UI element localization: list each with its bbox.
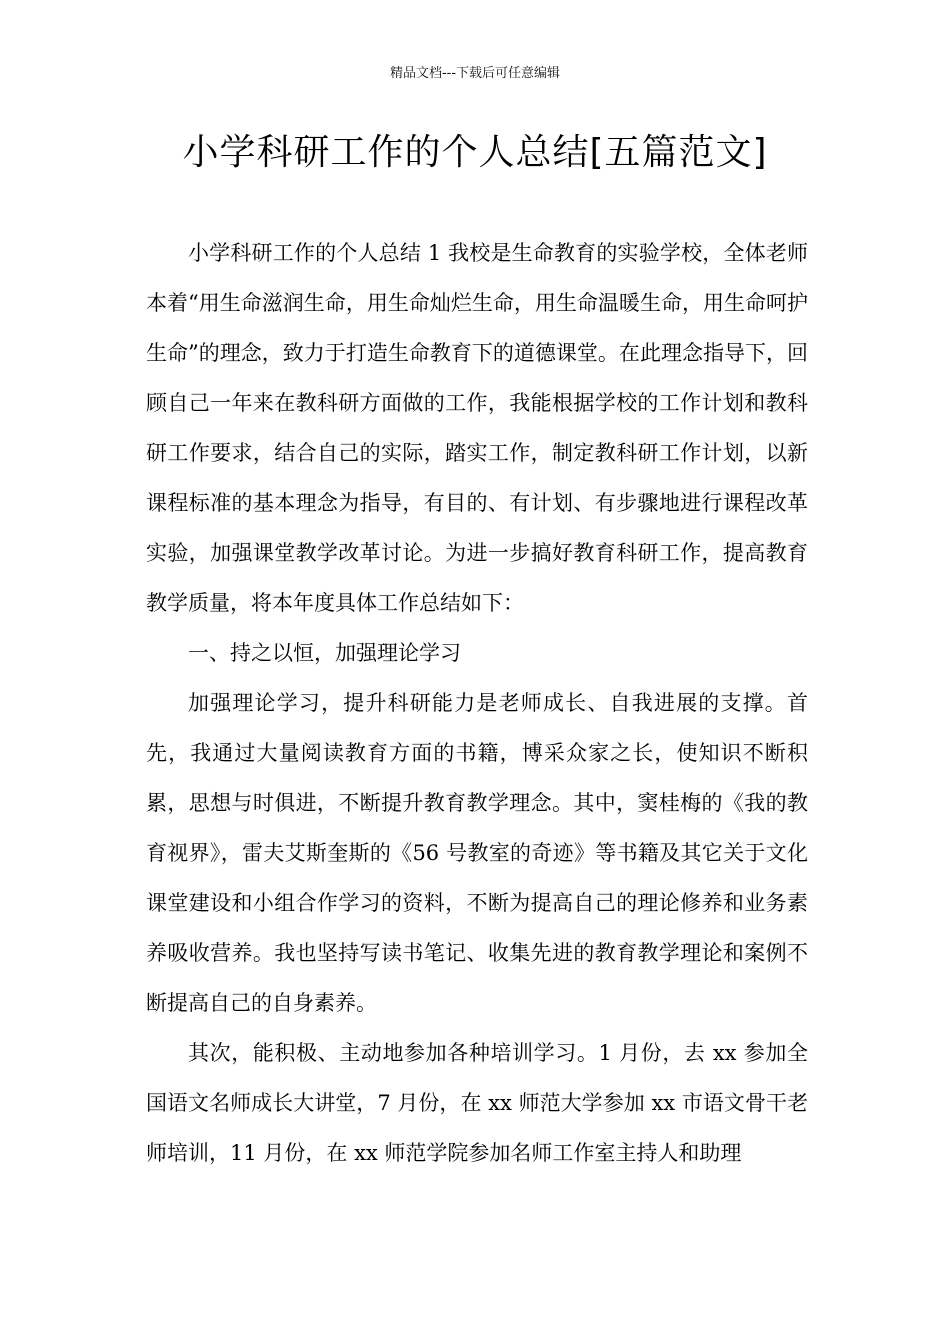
paragraph-intro: 小学科研工作的个人总结 1 我校是生命教育的实验学校，全体老师本着“用生命滋润生命，用生命灿烂生命，用生命温暖生命，用生命呵护生命”的理念，致力于打造生命教育下的道德课堂。在此理念指导下，回顾自己一年来在教科研方面做的工作，我能根据学校的工作计划和教科研工作要求，结合自己的实际，踏实工作，制定教科研工作计划，以新课程标准的基本理念为指导，有目的、有计划、有步骤地进行课程改革实验，加强课堂教学改革讨论。为进一步搞好教育科研工作，提高教育教学质量，将本年度具体工作总结如下：	[146, 241, 808, 615]
paragraph-theory-study: 加强理论学习，提升科研能力是老师成长、自我进展的支撑。首先，我通过大量阅读教育方面的书籍，博采众家之长，使知识不断积累，思想与时俱进，不断提升教育教学理念。其中，窦桂梅的《我的教育视界》，雷夫艾斯奎斯的《56 号教室的奇迹》等书籍及其它关于文化课堂建设和小组合作学习的资料，不断为提高自己的理论修养和业务素养吸收营养。我也坚持写读书笔记、收集先进的教育教学理论和案例不断提高自己的自身素养。	[146, 691, 808, 1015]
header-note: 精品文档---下载后可任意编辑	[389, 66, 561, 81]
document-body	[146, 228, 808, 1178]
paragraph-training: 其次，能积极、主动地参加各种培训学习。1 月份，去 xx 参加全国语文名师成长大讲堂，7 月份，在 xx 师范大学参加 xx 市语文骨干老师培训，11 月份，在 xx 师范学院参加名师工作室主持人和助理	[146, 1041, 808, 1165]
document-title: 小学科研工作的个人总结[五篇范文]	[182, 132, 768, 173]
section-heading: 一、持之以恒，加强理论学习	[188, 641, 461, 665]
